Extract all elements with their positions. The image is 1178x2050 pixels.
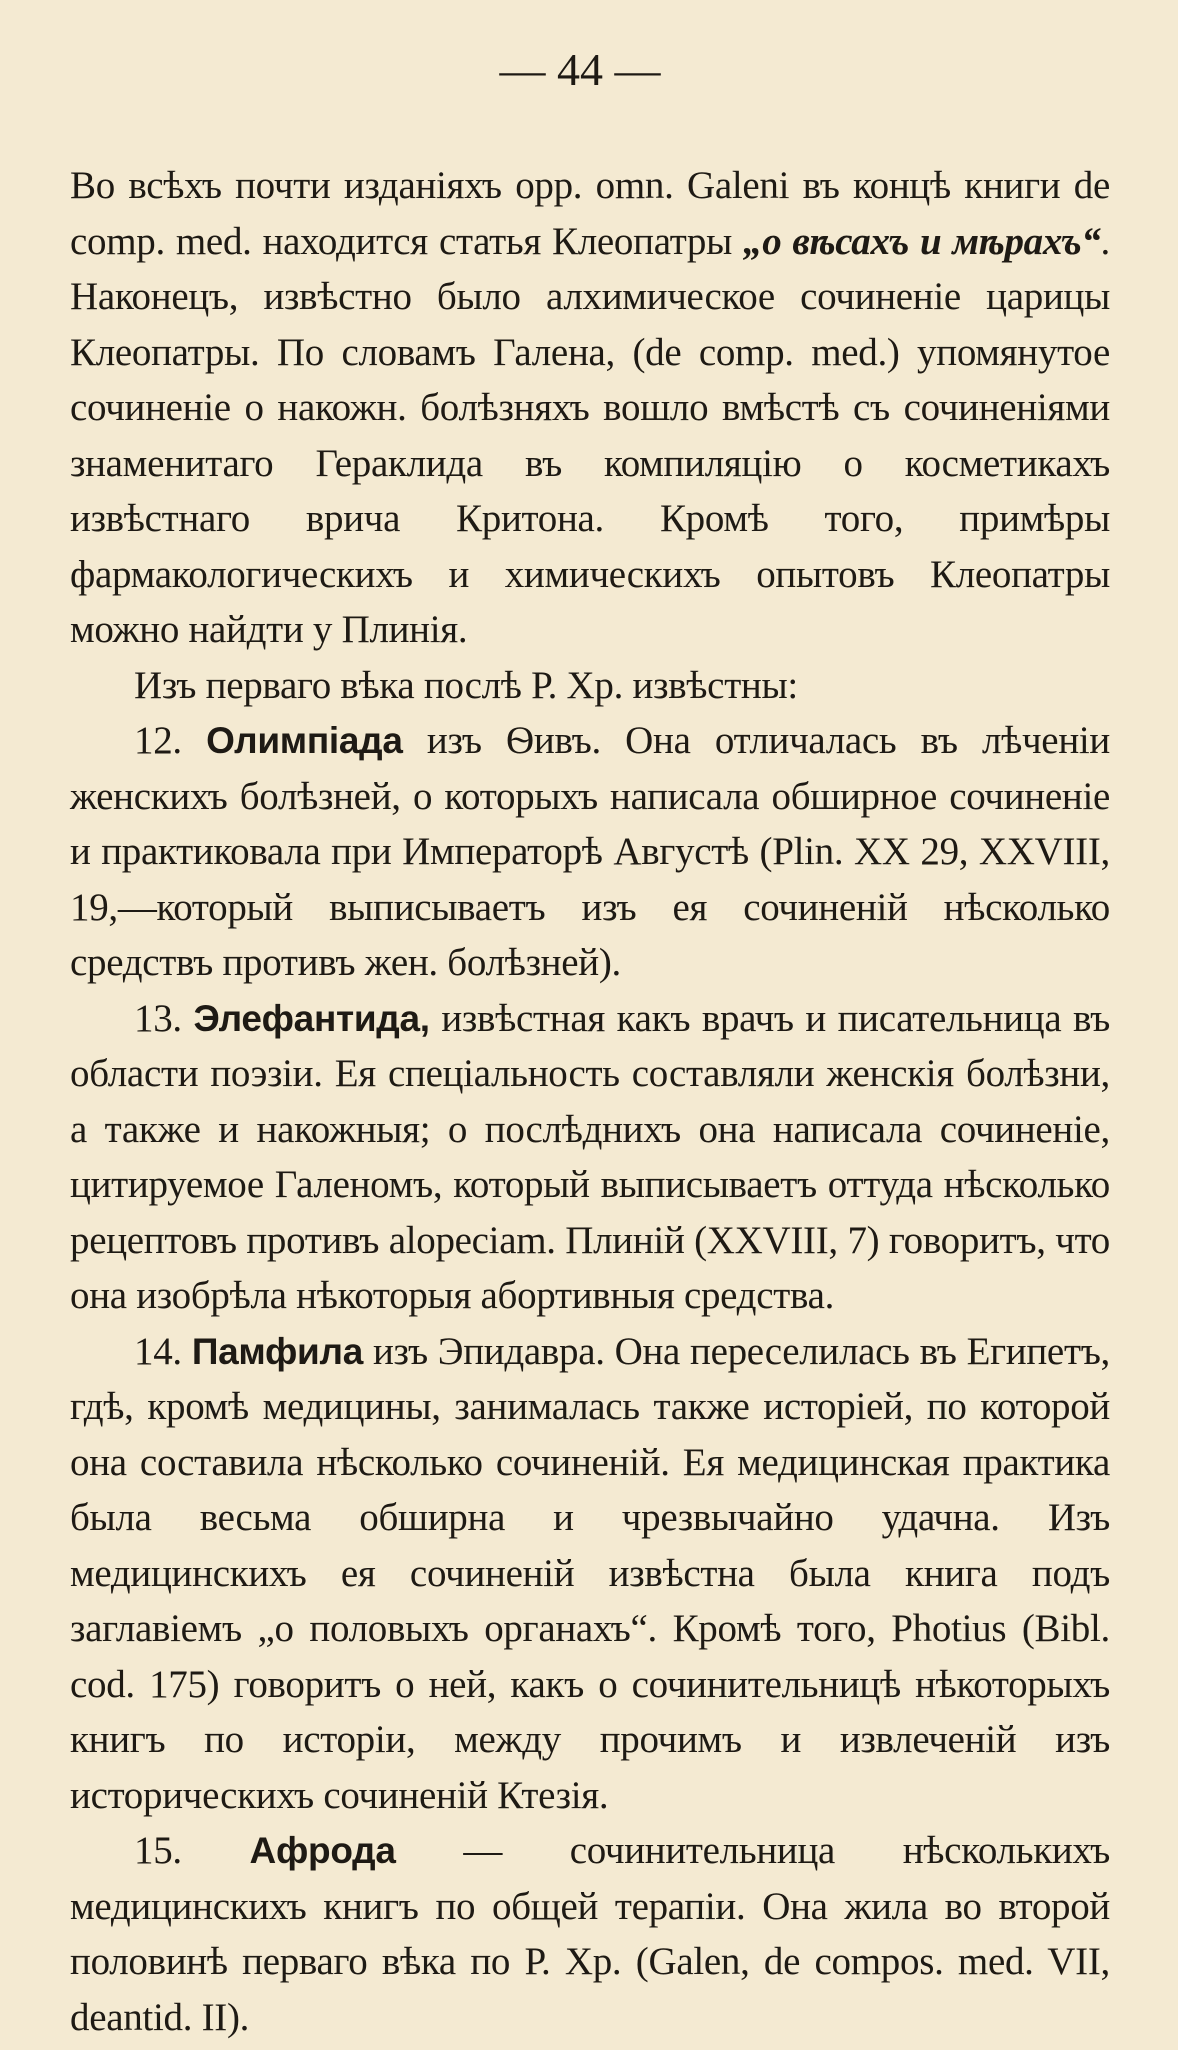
intro-text-start: Во всѣхъ почти изданіяхъ орр. omn. Galeni въ концѣ книги de comp. med. находится статья Клеопатры bbox=[70, 164, 1110, 263]
entry-text: — сочинительница нѣсколькихъ медицинскихъ книгъ по общей терапіи. Она жила во второй половинѣ перваго вѣка по Р. Хр. (Galen, de compos. med. VII, deantid. II). bbox=[70, 1829, 1110, 2039]
body-text bbox=[70, 158, 1110, 2045]
first-century-text: Изъ перваго вѣка послѣ Р. Хр. извѣстны: bbox=[134, 663, 798, 707]
entry-13 bbox=[70, 991, 1110, 1324]
paragraph-first-century bbox=[70, 658, 1110, 714]
entry-number: 12. bbox=[134, 719, 182, 762]
paragraph-intro bbox=[70, 158, 1110, 658]
page-number: — 44 — bbox=[499, 44, 661, 95]
entry-name: Олимпіада bbox=[206, 720, 403, 761]
entry-text: изъ Эпидавра. Она переселилась въ Египетъ, гдѣ, кромѣ медицины, занималась также исторіей, по которой она составила нѣсколько сочиненій. Ея медицинская практика была весьма обширна и чрезвычайно удачна. Изъ медицинскихъ ея сочиненій извѣстна была книга подъ заглавіемъ „о половыхъ органахъ“. Кромѣ того, Photius (Bibl. cod. 175) говоритъ о ней, какъ о сочинительницѣ нѣкоторыхъ книгъ по исторіи, между прочимъ и извлеченій изъ историческихъ сочиненій Ктезія. bbox=[70, 1329, 1111, 1817]
intro-italic-title: „о вѣсахъ и мѣрахъ“ bbox=[743, 219, 1101, 263]
entry-number: 13. bbox=[134, 996, 182, 1040]
entry-14 bbox=[70, 1324, 1110, 1824]
entry-number: 14. bbox=[134, 1329, 182, 1373]
entry-12 bbox=[70, 713, 1110, 991]
intro-text-end: . Наконецъ, извѣстно было алхимическое сочиненіе царицы Клеопатры. По словамъ Галена, (de comp. med.) упомянутое сочиненіе о накожн. болѣзняхъ вошло вмѣстѣ съ сочиненіями знаменитаго Гераклида въ компиляцію о косметикахъ извѣстнаго врича Критона. Кромѣ того, примѣры фармакологическихъ и химическихъ опытовъ Клеопатры можно найдти у Плинія. bbox=[70, 219, 1110, 651]
entry-name: Элефантида, bbox=[193, 997, 430, 1039]
entry-15 bbox=[70, 1823, 1110, 2045]
entry-text: изъ Ѳивъ. Она отличалась въ лѣченіи женскихъ болѣзней, о которыхъ написала обширное сочиненіе и практиковала при Императорѣ Августѣ (Plin. XX 29, XXVIII, 19,—который выписываетъ изъ ея сочиненій нѣсколько средствъ противъ жен. болѣзней). bbox=[70, 719, 1110, 984]
entry-text: извѣстная какъ врачъ и писательница въ области поэзіи. Ея спеціальность составляли женскія болѣзни, а также и накожныя; о послѣднихъ она написала сочиненіе, цитируемое Галеномъ, который выписываетъ оттуда нѣсколько рецептовъ противъ alopeciam. Плиній (XXVIII, 7) говоритъ, что она изобрѣла нѣкоторыя абортивныя средства. bbox=[70, 996, 1111, 1317]
entry-number: 15. bbox=[134, 1829, 182, 1872]
entry-name: Афрода bbox=[249, 1830, 396, 1871]
entry-name: Памфила bbox=[191, 1330, 363, 1372]
